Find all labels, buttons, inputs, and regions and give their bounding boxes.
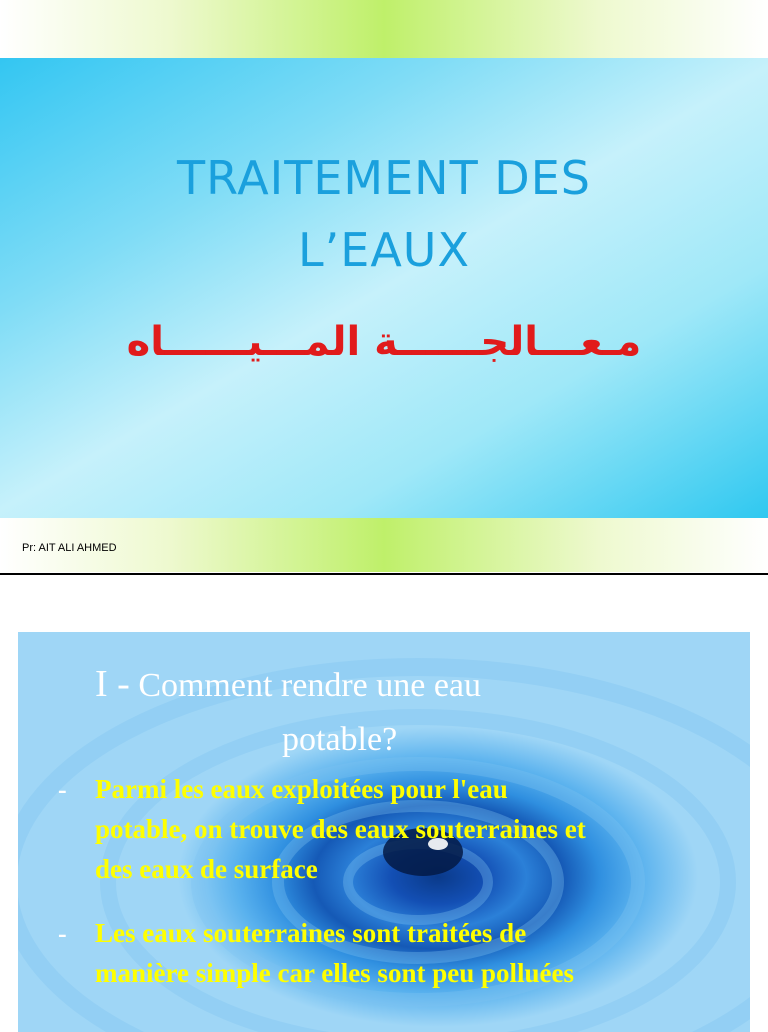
section-heading [95, 657, 481, 713]
title-line-2: L’EAUX [298, 223, 470, 277]
bullet-text-1 [95, 769, 735, 889]
bullet-2-line-1: Les eaux souterraines sont traitées de [95, 918, 527, 948]
slide-background [0, 58, 768, 518]
bullet-marker-2: - [58, 919, 67, 948]
bullet-1-line-1: Parmi les eaux exploitées pour l'eau [95, 774, 508, 804]
title-line-1: TRAITEMENT DES [177, 151, 591, 205]
bullet-2-line-2: manière simple car elles sont peu polluées [95, 958, 574, 988]
content-slide [0, 575, 768, 1024]
section-heading-line-2: potable? [282, 721, 398, 758]
bullet-text-2 [95, 913, 735, 993]
arabic-title: مـعـــالجــــــة المـــيــــــاه [126, 319, 642, 365]
top-band [0, 0, 768, 58]
bullet-1-line-2: potable, on trouve des eaux souterraines et [95, 814, 586, 844]
author-credit: Pr: AIT ALI AHMED [22, 542, 117, 554]
section-heading-text: Comment rendre une eau [138, 667, 482, 704]
bullet-1-line-3: des eaux de surface [95, 854, 318, 884]
slide-title [60, 142, 708, 286]
bullet-marker-1: - [58, 775, 67, 804]
section-number: I - [95, 663, 130, 705]
